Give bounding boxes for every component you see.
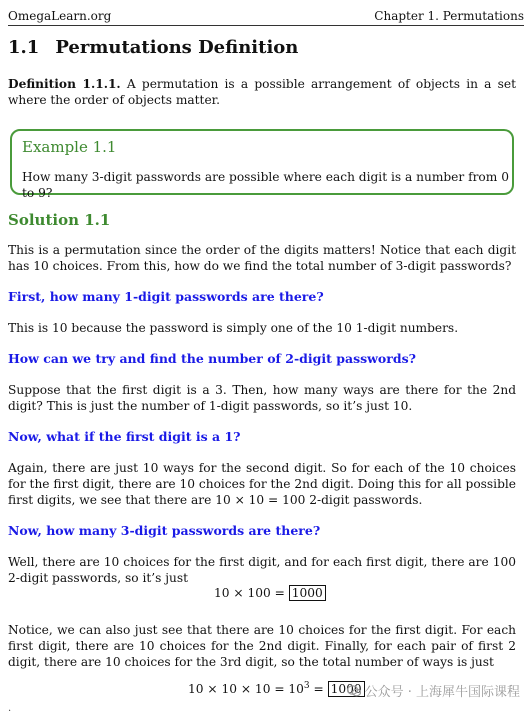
watermark [347, 684, 520, 702]
question-1: First, how many 1-digit passwords are there? [8, 289, 324, 304]
solution-title: Solution 1.1 [8, 211, 111, 229]
equation-2-equals: = [309, 682, 328, 697]
solution-paragraph-4: Again, there are just 10 ways for the second digit. So for each of the 10 choices for the first digit, there are 10 choices for the 2nd digit. Doing this for all possible first digits, we see that there are 10 × 10 = 100 2-digit passwords. [8, 461, 516, 507]
solution-paragraph-6: Notice, we can also just see that there are 10 choices for the first digit. For each first digit, there are 10 choices for the 2nd digit. Finally, for each pair of first 2 digit, there are 10 choices for the 3rd digit, so the total number of ways is just [8, 623, 516, 669]
footer-dot: . [8, 703, 12, 714]
question-2: How can we try and find the number of 2-digit passwords? [8, 351, 416, 366]
equation-1 [214, 585, 326, 601]
section-heading [8, 37, 298, 59]
example-title: Example 1.1 [22, 138, 117, 156]
question-4: Now, how many 3-digit passwords are there? [8, 523, 321, 538]
chapter-label: Chapter 1. Permutations [374, 9, 524, 23]
equation-2-exponent: 3 [303, 681, 310, 691]
equation-2-answer-box: 1000 [328, 681, 365, 697]
equation-2-lhs: 10 × 10 × 10 = 10 [188, 682, 304, 697]
header-rule [8, 25, 524, 26]
equation-1-answer-box: 1000 [289, 585, 326, 601]
definition-text: A permutation is a possible arrangement of objects in a set where the order of objects matter. [8, 77, 516, 107]
equation-1-lhs: 10 × 100 = [214, 586, 289, 600]
section-title: Permutations Definition [55, 37, 299, 58]
example-text: How many 3-digit passwords are possible where each digit is a number from 0 to 9? [22, 170, 509, 200]
site-name: OmegaLearn.org [8, 9, 112, 23]
equation-2 [188, 678, 365, 697]
section-number: 1.1 [8, 37, 40, 58]
solution-paragraph-2: This is 10 because the password is simply one of the 10 1-digit numbers. [8, 321, 459, 335]
solution-paragraph-5: Well, there are 10 choices for the first digit, and for each first digit, there are 100 2-digit passwords, so it’s just [8, 555, 516, 585]
solution-paragraph-1: This is a permutation since the order of the digits matters! Notice that each digit has 10 choices. From this, how do we find the total number of 3-digit passwords? [8, 243, 516, 273]
solution-paragraph-3: Suppose that the first digit is a 3. Then, how many ways are there for the 2nd digit? This is just the number of 1-digit passwords, so it’s just 10. [8, 383, 516, 413]
question-3: Now, what if the first digit is a 1? [8, 429, 241, 444]
wechat-icon [347, 684, 361, 698]
definition-label: Definition 1.1.1. [8, 77, 121, 91]
example-box [10, 129, 514, 200]
definition-paragraph [8, 76, 516, 108]
running-header [8, 8, 524, 24]
watermark-text: 公众号 · 上海犀牛国际课程 [364, 685, 520, 700]
